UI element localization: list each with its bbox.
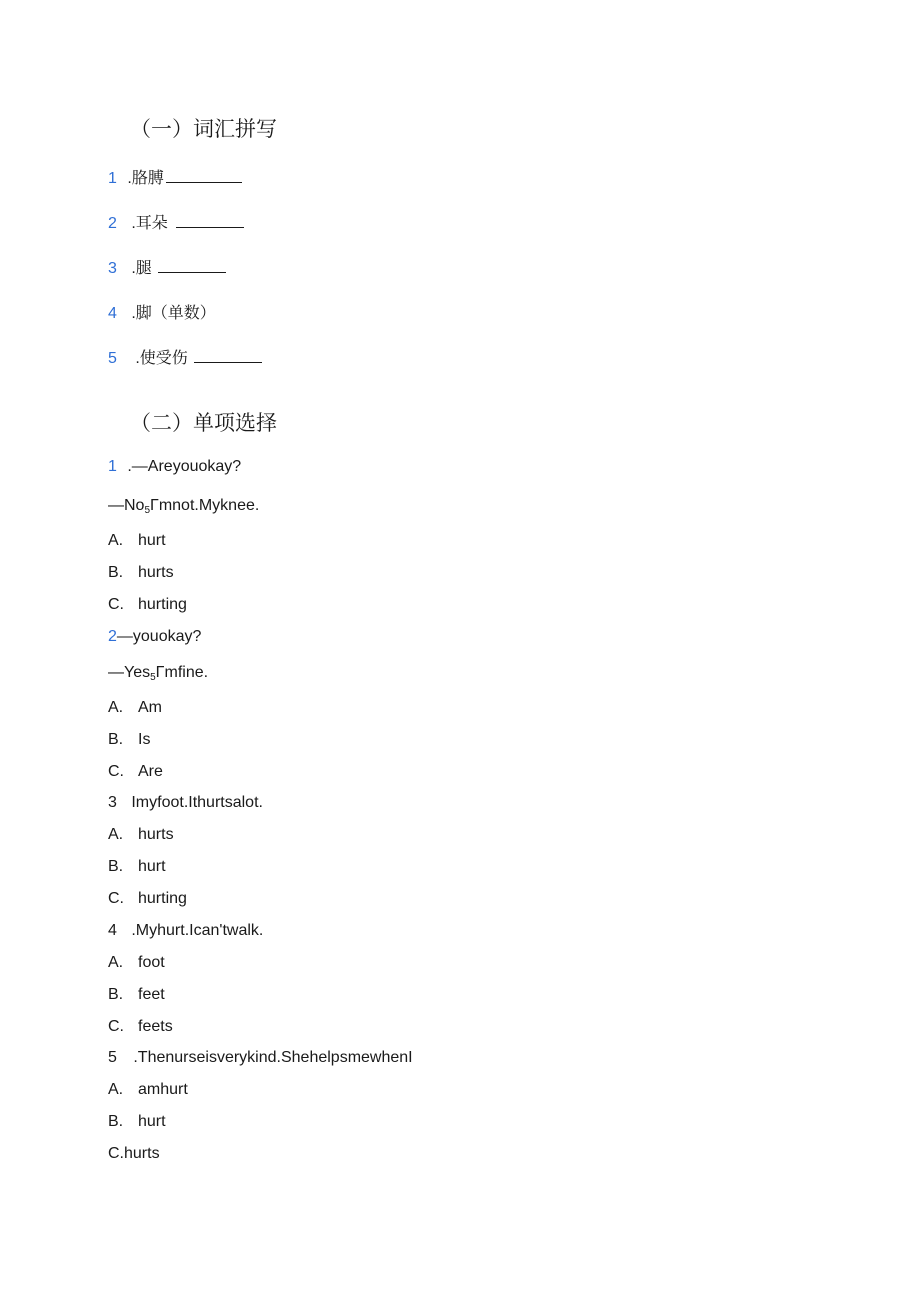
question-1 [108,459,241,475]
option-b[interactable]: B. feet [108,986,165,1003]
item-number: 5 [108,350,117,367]
question-text: .Thenurseisverykind.ShehelpsmewhenI [133,1049,413,1066]
item-text: .胳膊 [127,170,164,187]
question-text: .Myhurt.Ican'twalk. [131,922,264,939]
vocab-item-1 [108,171,242,187]
vocab-item-2 [108,216,244,232]
option-a[interactable]: A. hurts [108,826,174,843]
question-5 [108,1050,413,1066]
vocab-item-4 [108,306,216,322]
option-a[interactable]: A. hurt [108,532,166,549]
item-text: .耳朵 [131,215,168,232]
answer-blank[interactable] [194,361,262,363]
question-2-response: —Yes$_5$Γmfine. [108,664,209,683]
item-number: 4 [108,305,117,322]
option-b[interactable]: B. hurt [108,858,166,875]
option-b[interactable]: B. Is [108,731,151,748]
option-b[interactable]: B. hurts [108,564,174,581]
question-text: —youokay? [116,628,202,645]
item-text: .腿 [131,260,152,277]
question-number: 3 [108,794,117,811]
answer-blank[interactable] [166,181,242,183]
option-c[interactable]: C. feets [108,1018,173,1035]
question-number: 2 [108,628,117,645]
question-text: Imyfoot.Ithurtsalot. [131,794,263,811]
question-number: 4 [108,922,117,939]
option-a[interactable]: A. foot [108,954,165,971]
question-2 [108,629,201,645]
option-c[interactable]: C. Are [108,763,163,780]
item-number: 3 [108,260,117,277]
vocab-item-3 [108,261,226,277]
answer-blank[interactable] [158,271,226,273]
option-a[interactable]: A. Am [108,699,162,716]
question-text: .—Areyouokay? [127,458,242,475]
answer-blank[interactable] [176,226,244,228]
vocab-item-5 [108,351,262,367]
section-title-multiple-choice: （二）单项选择 [130,412,277,435]
option-c[interactable]: C. hurting [108,890,187,907]
question-number: 5 [108,1049,117,1066]
option-c[interactable]: C.hurts [108,1145,160,1162]
item-number: 1 [108,170,117,187]
question-4 [108,923,263,939]
option-b[interactable]: B. hurt [108,1113,166,1130]
item-number: 2 [108,215,117,232]
section-title-vocabulary: （一）词汇拼写 [130,118,277,141]
question-1-response: $—No_5\Gamma mnot.Myknee$. [108,497,260,516]
option-c[interactable]: C. hurting [108,596,187,613]
item-text: .使受伤 [135,350,188,367]
item-text: .脚（单数） [131,305,216,322]
option-a[interactable]: A. amhurt [108,1081,188,1098]
question-3 [108,795,263,811]
question-number: 1 [108,458,117,475]
